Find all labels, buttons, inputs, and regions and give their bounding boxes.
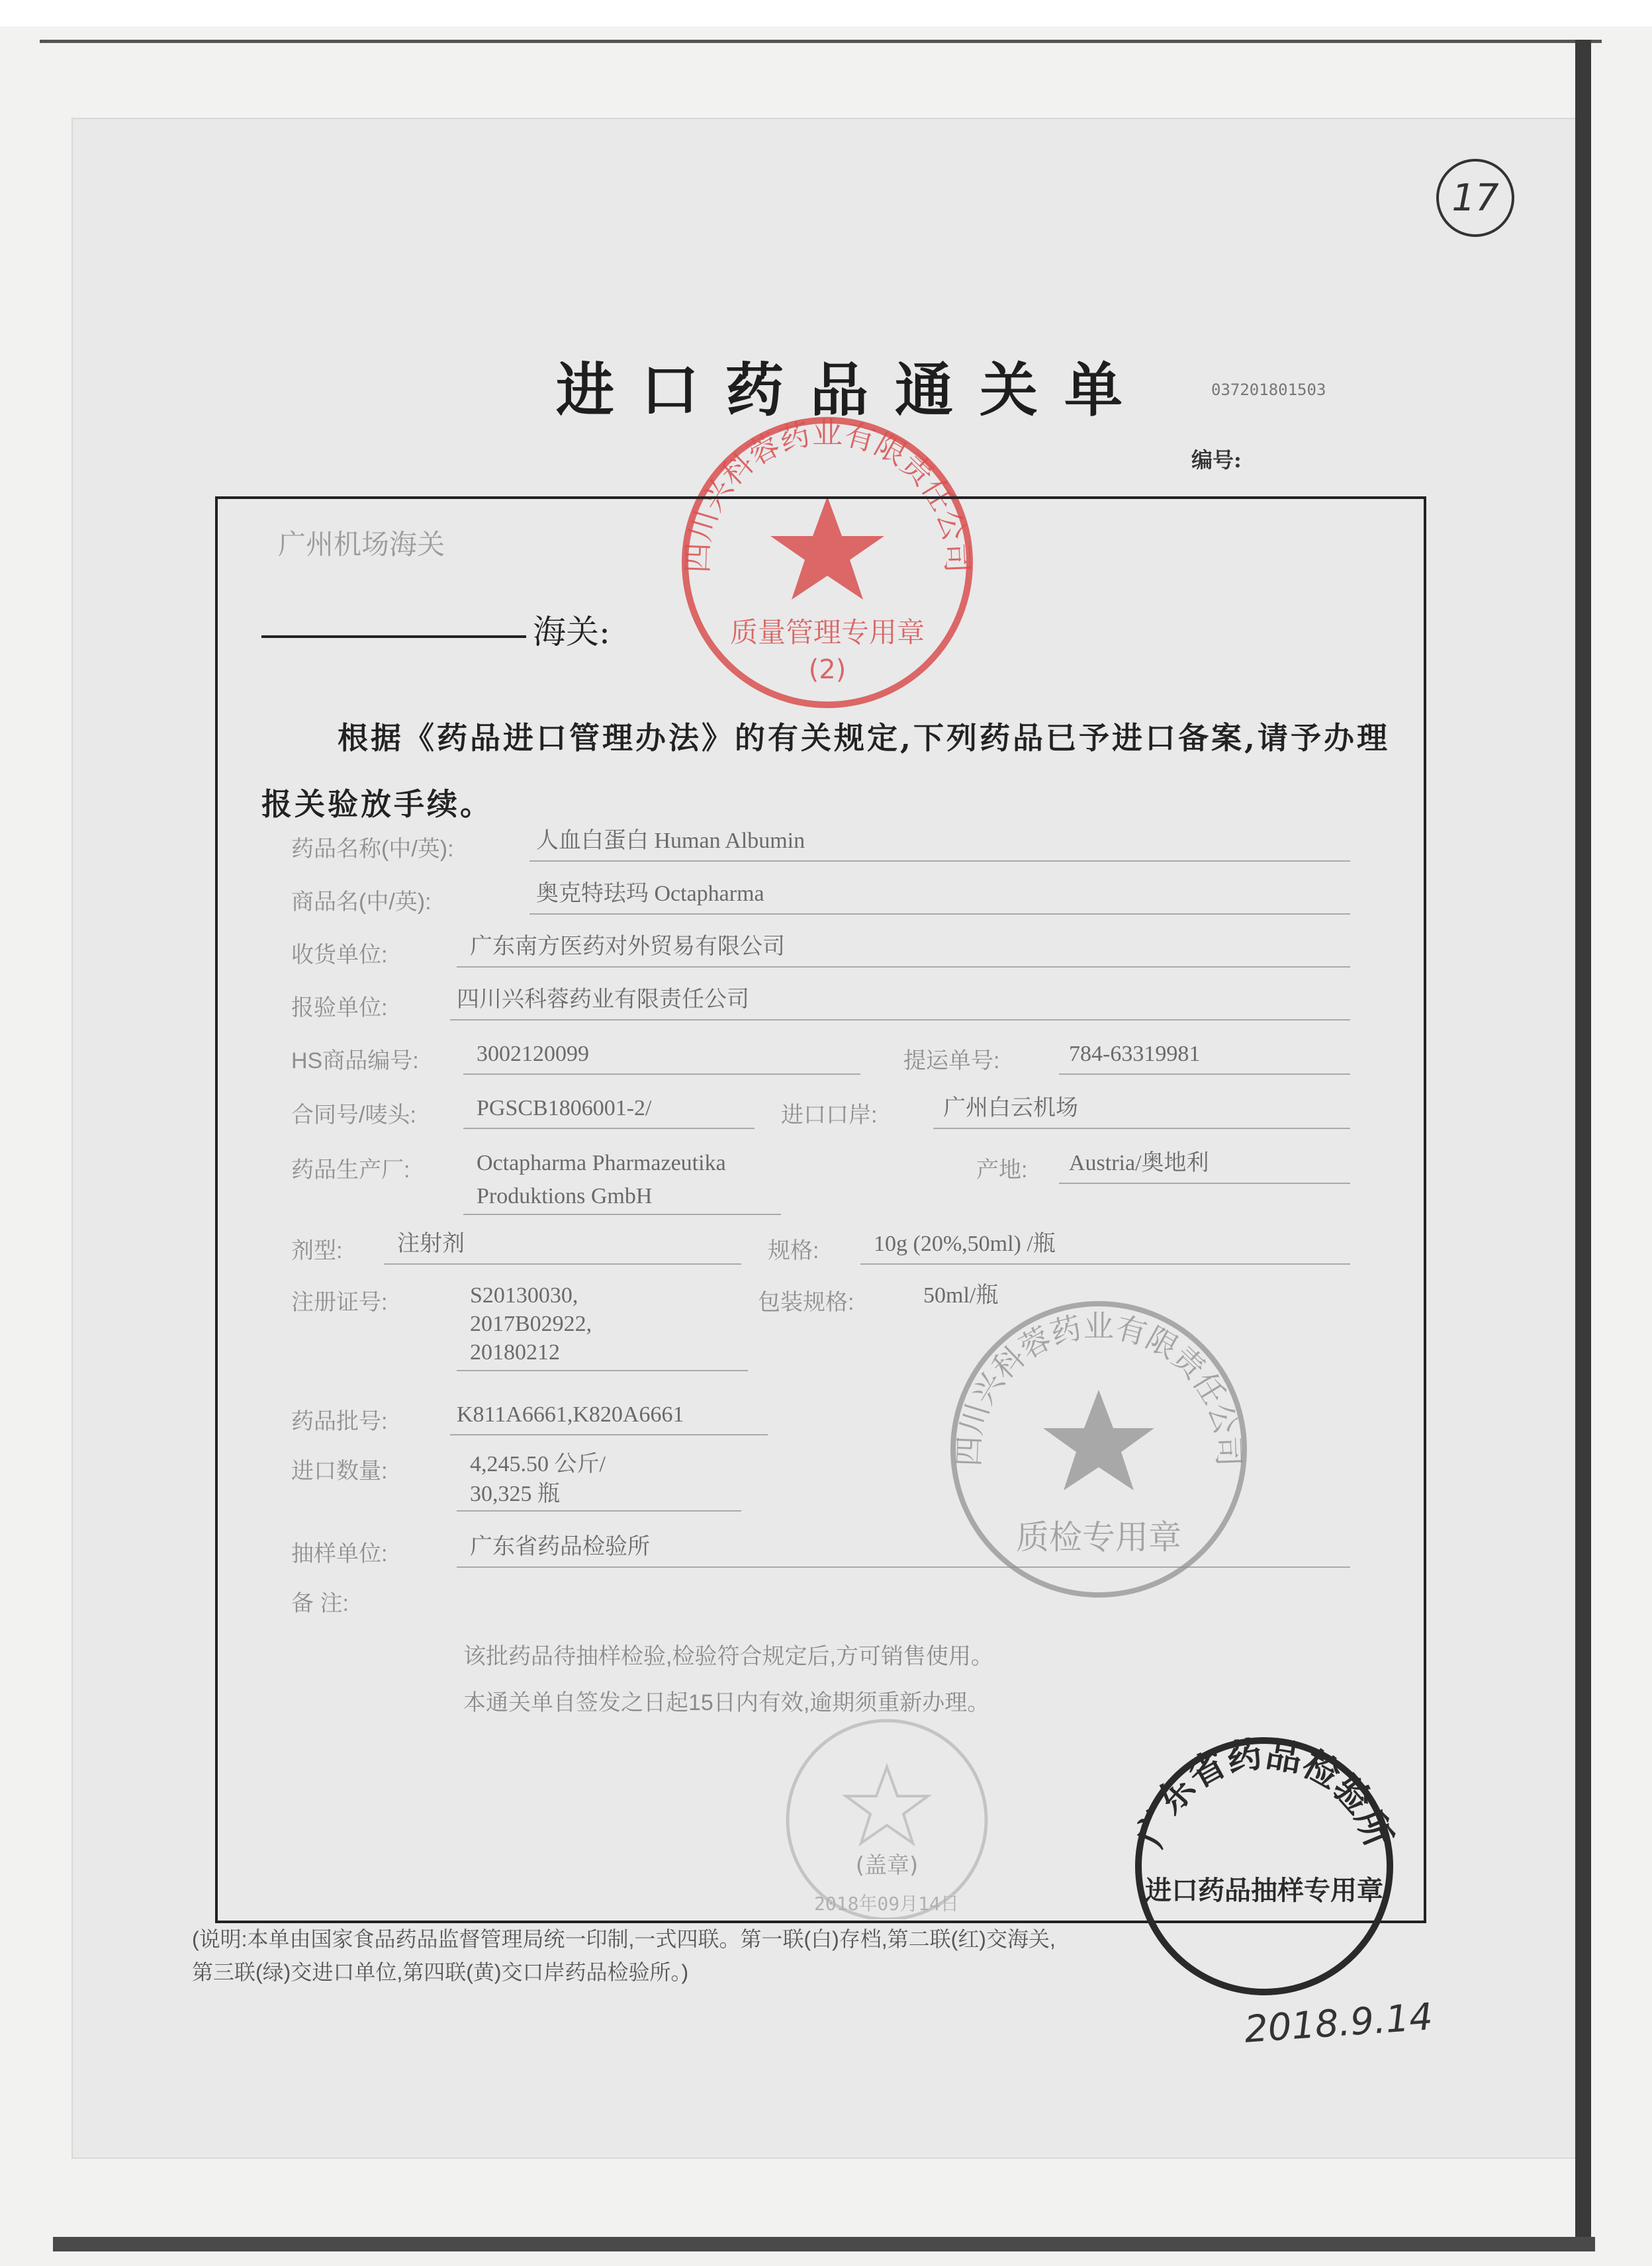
remarks-label: 备 注: — [291, 1591, 349, 1616]
declarant-label: 报验单位: — [291, 995, 388, 1020]
contract-value: PGSCB1806001-2/ — [477, 1096, 652, 1120]
gray-stamp-outer-text: 四川兴科蓉药业有限责任公司 — [950, 1308, 1247, 1467]
footer-note-line1: (说明:本单由国家食品药品监督管理局统一印制,一式四联。第一联(白)存档,第二联(红)交海关, — [192, 1927, 1056, 1951]
seal-label: (盖章) — [855, 1852, 919, 1879]
consignee-underline — [457, 966, 1350, 968]
hs-code-label: HS商品编号: — [291, 1048, 419, 1073]
origin-label: 产地: — [976, 1157, 1028, 1183]
manufacturer-label: 药品生产厂: — [291, 1157, 410, 1183]
registration-underline — [457, 1370, 748, 1371]
inspection-stamp-inner-text: 进口药品抽样专用章 — [1145, 1876, 1383, 1906]
spec-label: 规格: — [768, 1238, 819, 1263]
registration-line2: 2017B02922, — [470, 1312, 592, 1336]
quantity-line1: 4,245.50 公斤/ — [470, 1452, 606, 1476]
batch-label: 药品批号: — [291, 1409, 388, 1434]
sampler-label: 抽样单位: — [291, 1541, 388, 1566]
footer-note-line2: 第三联(绿)交进口单位,第四联(黄)交口岸药品检验所。) — [192, 1960, 689, 1984]
bill-of-lading-label: 提运单号: — [903, 1048, 1000, 1073]
batch-value: K811A6661,K820A6661 — [457, 1402, 684, 1427]
hs-code-underline — [463, 1073, 860, 1075]
packaging-label: 包装规格: — [758, 1290, 854, 1315]
dosage-form-underline — [384, 1263, 741, 1265]
intro-paragraph: 根据《药品进口管理办法》的有关规定,下列药品已予进口备案,请予办理报关验放手续。 — [261, 720, 1391, 822]
inspection-stamp-outer-text: 广东省药品检验所 — [1128, 1733, 1400, 1853]
sampler-underline — [457, 1566, 1350, 1568]
import-port-value: 广州白云机场 — [943, 1096, 1078, 1120]
document-serial: 037201801503 — [1211, 381, 1326, 399]
drug-name-value: 人血白蛋白 Human Albumin — [536, 829, 805, 853]
handwritten-page-number: 17 — [1436, 159, 1514, 237]
drug-name-underline — [529, 860, 1350, 862]
quantity-line2: 30,325 瓶 — [470, 1482, 560, 1506]
document-number-label: 编号: — [1191, 447, 1242, 473]
note-line-1: 该批药品待抽样检验,检验符合规定后,方可销售使用。 — [463, 1644, 993, 1669]
document-title: 进口药品通关单 — [556, 355, 1150, 424]
note-line-2: 本通关单自签发之日起15日内有效,逾期须重新办理。 — [463, 1690, 990, 1715]
registration-label: 注册证号: — [291, 1290, 388, 1315]
red-stamp-outer-text: 四川兴科蓉药业有限责任公司 — [679, 415, 976, 574]
spec-underline — [860, 1263, 1350, 1265]
trade-name-underline — [529, 913, 1350, 915]
dosage-form-value: 注射剂 — [397, 1232, 465, 1256]
registration-line1: S20130030, — [470, 1283, 578, 1308]
scan-bottom-bar — [53, 2237, 1595, 2251]
sampler-value: 广东省药品检验所 — [470, 1535, 650, 1559]
drug-name-label: 药品名称(中/英): — [291, 837, 454, 862]
trade-name-value: 奥克特珐玛 Octapharma — [536, 882, 764, 906]
import-port-label: 进口口岸: — [781, 1103, 878, 1128]
dosage-form-label: 剂型: — [291, 1238, 343, 1263]
declarant-underline — [450, 1019, 1350, 1020]
seal-date: 2018年09月14日 — [814, 1893, 959, 1915]
manufacturer-underline — [463, 1214, 781, 1215]
red-stamp-inner-text: 质量管理专用章 — [729, 616, 925, 649]
batch-underline — [450, 1434, 768, 1435]
red-stamp-number: (2) — [808, 655, 847, 685]
bill-of-lading-value: 784-63319981 — [1069, 1042, 1201, 1066]
trade-name-label: 商品名(中/英): — [291, 889, 432, 915]
spec-value: 10g (20%,50ml) /瓶 — [874, 1232, 1056, 1256]
packaging-value: 50ml/瓶 — [923, 1283, 999, 1308]
consignee-value: 广东南方医药对外贸易有限公司 — [470, 934, 785, 959]
quantity-underline — [457, 1510, 741, 1512]
declarant-value: 四川兴科蓉药业有限责任公司 — [457, 987, 749, 1012]
consignee-label: 收货单位: — [291, 942, 388, 968]
bill-of-lading-underline — [1059, 1073, 1350, 1075]
scan-edge — [0, 0, 1652, 26]
hs-code-value: 3002120099 — [477, 1042, 589, 1066]
registration-line3: 20180212 — [470, 1340, 560, 1365]
contract-underline — [463, 1128, 755, 1129]
manufacturer-line2: Produktions GmbH — [477, 1184, 653, 1208]
origin-underline — [1059, 1183, 1350, 1184]
gray-stamp-inner-text: 质检专用章 — [1016, 1518, 1181, 1557]
manufacturer-line1: Octapharma Pharmazeutika — [477, 1151, 726, 1175]
scan-top-line — [40, 40, 1602, 43]
origin-value: Austria/奥地利 — [1069, 1151, 1209, 1175]
customs-office-name: 广州机场海关 — [278, 528, 445, 561]
scan-right-shadow — [1575, 40, 1591, 2237]
customs-blank-line — [261, 635, 526, 638]
import-port-underline — [933, 1128, 1350, 1129]
customs-label: 海关: — [533, 613, 610, 651]
contract-label: 合同号/唛头: — [291, 1103, 416, 1128]
handwritten-date: 2018.9.14 — [1243, 1995, 1434, 2052]
quantity-label: 进口数量: — [291, 1459, 388, 1484]
